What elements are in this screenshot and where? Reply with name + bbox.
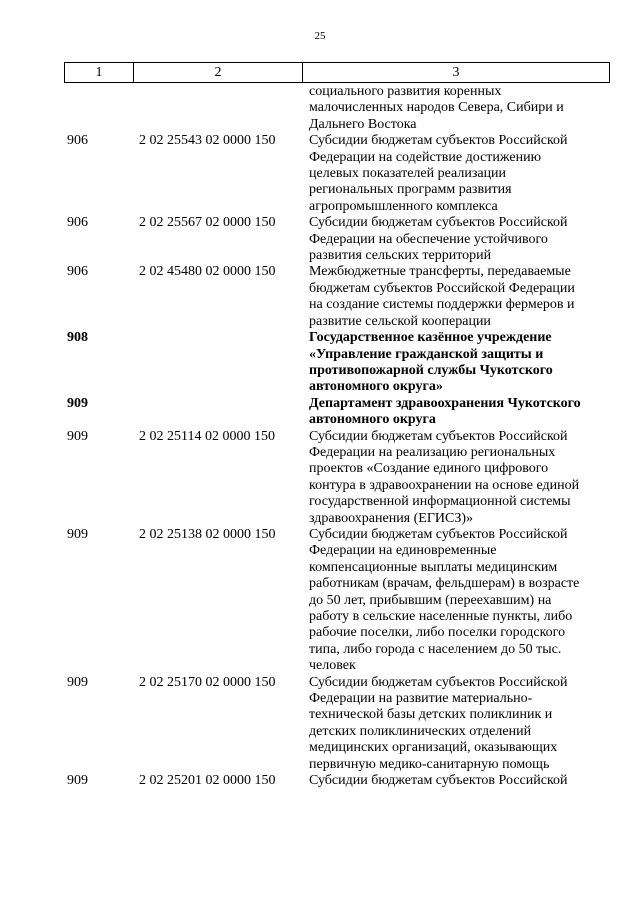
table-row	[0, 773, 640, 789]
description-line: Государственное казённое учреждение	[309, 330, 552, 346]
description-line: типа, либо города с населением до 50 тыс.	[309, 641, 562, 657]
description-line: работникам (врачам, фельдшерам) в возрасте	[309, 576, 580, 592]
description-line: Субсидии бюджетам субъектов Российской	[309, 428, 568, 444]
description-line: компенсационные выплаты медицинским	[309, 559, 558, 575]
description-line: здравоохранения (ЕГИСЗ)»	[309, 510, 474, 526]
table-row	[0, 84, 640, 133]
description-line: малочисленных народов Севера, Сибири и	[309, 100, 564, 116]
page-number: 25	[314, 30, 326, 42]
description-line: Субсидии бюджетам субъектов Российской	[309, 773, 568, 789]
budget-classification-code: 2 02 25170 02 0000 150	[139, 674, 276, 690]
description	[305, 675, 611, 773]
budget-classification-code	[137, 396, 305, 429]
description-line: противопожарной службы Чукотского	[309, 362, 553, 378]
budget-classification-code: 2 02 25201 02 0000 150	[139, 773, 276, 789]
description-line: контура в здравоохранении на основе единой	[309, 477, 580, 493]
header-col-3: 3	[452, 64, 460, 80]
description-line: агропромышленного комплекса	[309, 198, 498, 214]
description-line: человек	[309, 658, 356, 674]
description-line: Межбюджетные трансферты, передаваемые	[309, 264, 571, 280]
budget-classification-code	[137, 330, 305, 396]
description-line: Субсидии бюджетам субъектов Российской	[309, 133, 568, 149]
description	[305, 133, 611, 215]
description-line: медицинских организаций, оказывающих	[309, 740, 558, 756]
description-line: детских поликлинических отделений	[309, 723, 532, 739]
description-line: первичную медико-санитарную помощь	[309, 756, 550, 772]
table-row	[0, 133, 640, 215]
description-line: на создание системы поддержки фермеров и	[309, 297, 575, 313]
budget-classification-code: 2 02 25567 02 0000 150	[139, 215, 276, 231]
description-line: Федерации на обеспечение устойчивого	[309, 231, 548, 247]
header-col-2: 2	[134, 63, 303, 82]
admin-code: 909	[67, 674, 88, 690]
description-line: технической базы детских поликлиник и	[309, 707, 553, 723]
description-line: социального развития коренных	[309, 84, 502, 99]
description-line: Федерации на реализацию региональных	[309, 444, 556, 460]
description-line: проектов «Создание единого цифрового	[309, 461, 549, 477]
budget-classification-code	[137, 84, 305, 133]
description-line: автономного округа	[309, 412, 436, 428]
admin-code: 906	[67, 133, 88, 149]
budget-classification-code: 2 02 45480 02 0000 150	[139, 264, 276, 280]
description	[305, 527, 611, 675]
description-line: Субсидии бюджетам субъектов Российской	[309, 674, 568, 690]
description-line: региональных программ развития	[309, 182, 512, 198]
admin-code: 909	[67, 526, 88, 542]
description-line: бюджетам субъектов Российской Федерации	[309, 280, 575, 296]
description-line: рабочие поселки, либо поселки городского	[309, 625, 566, 641]
description-line: «Управление гражданской защиты и	[309, 346, 544, 362]
admin-code: 906	[67, 264, 88, 280]
budget-classification-code: 2 02 25543 02 0000 150	[139, 133, 276, 149]
description-line: развития сельских территорий	[309, 248, 492, 264]
admin-code	[0, 84, 137, 133]
table-header	[64, 62, 610, 83]
description-line: автономного округа»	[309, 379, 443, 395]
description	[305, 396, 611, 429]
description	[305, 429, 611, 527]
description-line: Дальнего Востока	[309, 116, 417, 132]
header-col-1: 1	[65, 63, 134, 82]
description-line: государственной информационной системы	[309, 494, 571, 510]
description-line: целевых показателей реализации	[309, 166, 507, 182]
description-line: Субсидии бюджетам субъектов Российской	[309, 526, 568, 542]
description-line: Федерации на содействие достижению	[309, 149, 542, 165]
description	[305, 215, 611, 264]
table-row	[0, 264, 640, 330]
description-line: Федерации на единовременные	[309, 543, 497, 559]
admin-code: 909	[67, 773, 88, 789]
budget-classification-code: 2 02 25114 02 0000 150	[139, 428, 275, 444]
table-row	[0, 675, 640, 773]
description	[305, 330, 611, 396]
description-line: развитие сельской кооперации	[309, 313, 491, 329]
description-line: Департамент здравоохранения Чукотского	[309, 395, 581, 411]
table-row	[0, 527, 640, 675]
description-line: Федерации на развитие материально-	[309, 691, 533, 707]
description-line: Субсидии бюджетам субъектов Российской	[309, 215, 568, 231]
table-row	[0, 396, 640, 429]
description-line: работу в сельские населенные пункты, либо	[309, 609, 573, 624]
table-body	[0, 84, 640, 789]
description	[305, 264, 611, 330]
table-row	[0, 330, 640, 396]
table-row	[0, 429, 640, 527]
admin-code: 908	[67, 330, 88, 346]
description	[305, 84, 611, 133]
admin-code: 909	[67, 395, 88, 411]
admin-code: 906	[67, 215, 88, 231]
budget-classification-code: 2 02 25138 02 0000 150	[139, 526, 276, 542]
admin-code: 909	[67, 428, 88, 444]
description	[305, 773, 611, 789]
table-row	[0, 215, 640, 264]
description-line: до 50 лет, прибывшим (переехавшим) на	[309, 592, 552, 608]
